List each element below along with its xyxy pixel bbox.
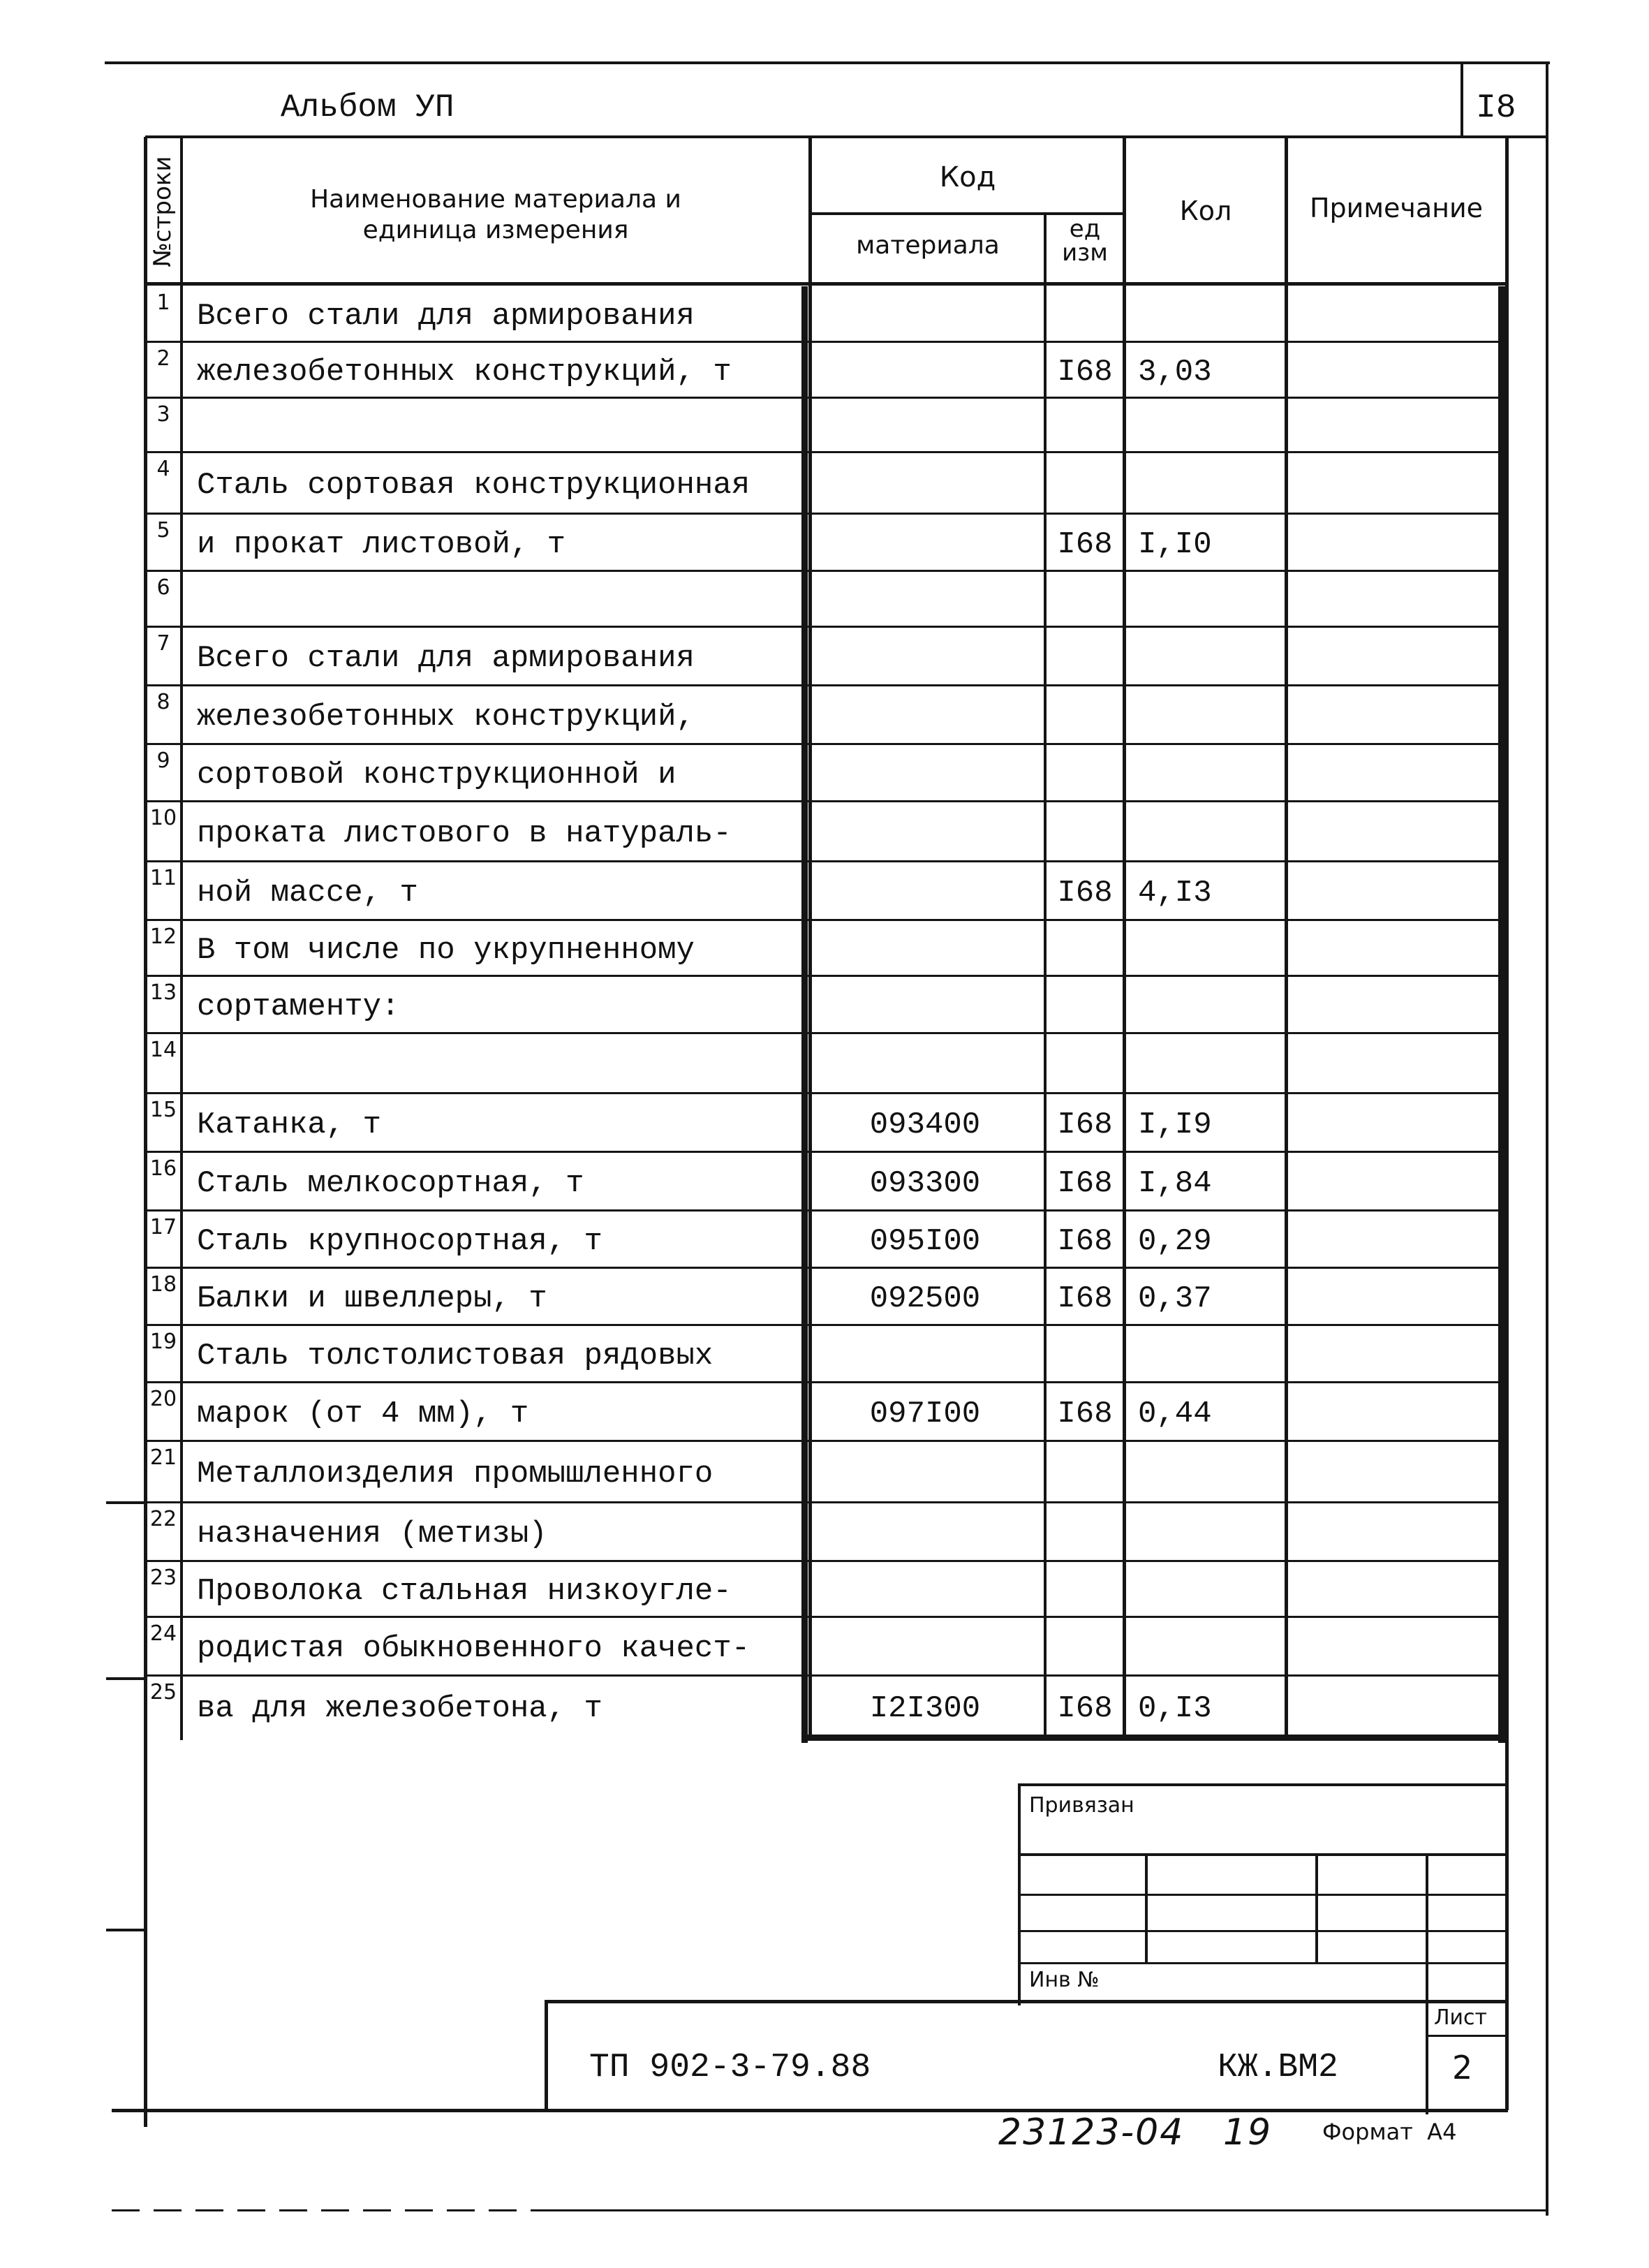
top-border-line	[105, 61, 1550, 64]
row-number: 13	[149, 980, 177, 1005]
unit-code-cell: I68	[1057, 1166, 1113, 1201]
album-title: Альбом УП	[281, 89, 454, 126]
header-bottom-line	[145, 135, 1548, 138]
right-border-line	[1546, 61, 1548, 2216]
material-name-cell: ной массе, т	[197, 876, 418, 911]
row-number: 1	[156, 290, 170, 315]
handwritten-number: 23123-04 19	[998, 2112, 1273, 2153]
row-number: 2	[156, 346, 170, 371]
row-divider	[145, 684, 1507, 686]
name-col-line	[808, 137, 812, 1740]
bottom-cut-line-dashed	[112, 2209, 531, 2211]
page-number: I8	[1476, 89, 1516, 127]
unit-col-left-line	[1044, 214, 1047, 1740]
material-name-cell: Сталь толстолистовая рядовых	[197, 1339, 713, 1374]
material-name-cell: железобетонных конструкций, т	[197, 355, 732, 390]
row-number: 11	[149, 866, 177, 890]
material-name-cell: родистая обыкновенного качест-	[197, 1631, 750, 1666]
sheet-number: 2	[1452, 2049, 1473, 2086]
unit-header-line1: ед	[1069, 215, 1101, 243]
material-name-cell: сортовой конструкционной и	[197, 758, 676, 793]
quantity-cell: 0,37	[1138, 1281, 1212, 1316]
row-divider	[145, 1324, 1507, 1326]
row-number: 4	[156, 457, 170, 481]
frame-left-line	[144, 137, 147, 2127]
material-name-cell: марок (от 4 мм), т	[197, 1397, 529, 1431]
material-name-cell: Сталь мелкосортная, т	[197, 1166, 584, 1201]
row-number: 20	[149, 1387, 177, 1411]
row-divider	[145, 975, 1507, 977]
row-number: 5	[156, 518, 170, 543]
stamp-grid-h3	[1018, 1962, 1507, 1964]
row-divider	[145, 800, 1507, 802]
row-number: 23	[149, 1566, 177, 1590]
quantity-cell: I,I9	[1138, 1107, 1212, 1142]
row-divider	[145, 1501, 1507, 1503]
row-number: 24	[149, 1621, 177, 1646]
unit-code-cell: I68	[1057, 1691, 1113, 1726]
row-number: 21	[149, 1445, 177, 1470]
quantity-cell: 0,29	[1138, 1224, 1212, 1259]
row-divider	[145, 397, 1507, 399]
stamp-grid-v2	[1315, 1855, 1318, 1964]
name-header-line2: единица измерения	[362, 216, 629, 244]
bottom-cut-line	[531, 2209, 1548, 2211]
material-name-cell: Балки и швеллеры, т	[197, 1281, 547, 1316]
paper-format-label: Формат А4	[1322, 2119, 1457, 2145]
material-name-cell: Металлоизделия промышленного	[197, 1457, 713, 1492]
material-code-cell: 093400	[869, 1107, 981, 1142]
body-thick-right	[1498, 286, 1505, 1743]
material-name-cell: и прокат листовой, т	[197, 527, 566, 562]
row-divider	[145, 513, 1507, 515]
row-number: 6	[156, 575, 170, 600]
sheet-label: Лист	[1434, 2005, 1488, 2030]
stamp-attached-top	[1018, 1783, 1507, 1786]
row-divider	[145, 1267, 1507, 1269]
row-number: 18	[149, 1272, 177, 1297]
quantity-cell: 4,I3	[1138, 876, 1212, 911]
title-block-left	[545, 2000, 548, 2112]
title-block-top	[546, 2000, 1507, 2003]
row-divider	[145, 860, 1507, 862]
row-number-header: №строки	[149, 156, 177, 267]
material-name-cell: сортаменту:	[197, 989, 400, 1024]
row-divider	[145, 919, 1507, 921]
body-thick-left	[801, 286, 808, 1743]
row-divider	[145, 1560, 1507, 1562]
quantity-cell: 3,03	[1138, 355, 1212, 390]
row-divider	[145, 1209, 1507, 1212]
row-divider	[145, 341, 1507, 343]
material-name-cell: Катанка, т	[197, 1107, 382, 1142]
row-number: 14	[149, 1038, 177, 1062]
row-divider	[145, 451, 1507, 453]
binding-mark-2	[106, 1677, 147, 1680]
material-code-cell: 095I00	[869, 1224, 981, 1259]
material-code-cell: I2I300	[869, 1691, 981, 1726]
row-number: 7	[156, 631, 170, 656]
row-number: 10	[149, 806, 177, 830]
unit-code-cell: I68	[1057, 876, 1113, 911]
row-divider	[145, 1381, 1507, 1383]
table-header-bottom-line	[145, 282, 1507, 286]
page-number-box-left	[1461, 63, 1463, 137]
material-name-cell: Проволока стальная низкоугле-	[197, 1574, 732, 1609]
row-divider	[145, 1151, 1507, 1153]
quantity-cell: 0,I3	[1138, 1691, 1212, 1726]
material-name-cell: Всего стали для армирования	[197, 299, 695, 334]
name-header-line1: Наименование материала и	[310, 185, 681, 214]
row-divider	[145, 1032, 1507, 1034]
unit-code-cell: I68	[1057, 1397, 1113, 1431]
material-name-cell: Всего стали для армирования	[197, 641, 695, 676]
quantity-header: Кол	[1179, 196, 1232, 226]
inventory-number-label: Инв №	[1029, 1968, 1100, 1992]
material-name-cell: железобетонных конструкций,	[197, 700, 695, 735]
row-divider	[145, 1440, 1507, 1442]
unit-code-cell: I68	[1057, 355, 1113, 390]
row-divider	[145, 1616, 1507, 1618]
document-mark: КЖ.ВМ2	[1218, 2049, 1338, 2086]
unit-col-right-line	[1123, 137, 1126, 1740]
qty-col-right-line	[1285, 137, 1288, 1740]
row-number: 25	[149, 1680, 177, 1704]
row-divider	[145, 743, 1507, 745]
unit-code-cell: I68	[1057, 1281, 1113, 1316]
row-number: 16	[149, 1156, 177, 1181]
material-code-cell: 093300	[869, 1166, 981, 1201]
row-divider	[145, 1674, 1507, 1677]
binding-mark-1	[106, 1501, 147, 1504]
row-number: 12	[149, 925, 177, 949]
document-code: ТП 902-3-79.88	[589, 2049, 871, 2086]
row-number: 19	[149, 1330, 177, 1354]
material-name-cell: ва для железобетона, т	[197, 1691, 602, 1726]
code-header: Код	[939, 161, 996, 193]
row-number: 3	[156, 402, 170, 427]
material-code-cell: 092500	[869, 1281, 981, 1316]
stamp-grid-v1	[1145, 1855, 1148, 1964]
stamp-attached-bottom	[1018, 1853, 1507, 1856]
material-name-cell: Сталь сортовая конструкционная	[197, 468, 750, 503]
material-name-cell: В том числе по укрупненному	[197, 933, 695, 968]
binding-mark-3	[106, 1929, 147, 1931]
row-number: 17	[149, 1215, 177, 1239]
material-name-cell: Сталь крупносортная, т	[197, 1224, 602, 1259]
frame-right-line	[1505, 137, 1509, 2110]
row-number: 22	[149, 1507, 177, 1531]
row-divider	[145, 570, 1507, 572]
unit-code-cell: I68	[1057, 1224, 1113, 1259]
quantity-cell: I,84	[1138, 1166, 1212, 1201]
row-divider	[145, 626, 1507, 628]
frame-bottom-line	[112, 2109, 1508, 2112]
unit-code-cell: I68	[1057, 1107, 1113, 1142]
quantity-cell: I,I0	[1138, 527, 1212, 562]
body-thick-bottom	[801, 1735, 1505, 1741]
row-number: 9	[156, 749, 170, 773]
stamp-grid-v3	[1426, 1855, 1428, 2114]
row-divider	[145, 1092, 1507, 1094]
stamp-grid-h1	[1018, 1894, 1507, 1896]
sheet-label-bottom	[1426, 2035, 1507, 2037]
material-code-header: материала	[856, 231, 1000, 260]
material-name-cell: проката листового в натураль-	[197, 816, 732, 851]
note-header: Примечание	[1309, 193, 1484, 223]
quantity-cell: 0,44	[1138, 1397, 1212, 1431]
material-code-cell: 097I00	[869, 1397, 981, 1431]
attached-label: Привязан	[1029, 1793, 1134, 1818]
unit-code-cell: I68	[1057, 527, 1113, 562]
row-number: 8	[156, 690, 170, 714]
row-number: 15	[149, 1098, 177, 1122]
material-name-cell: назначения (метизы)	[197, 1517, 547, 1552]
stamp-grid-h2	[1018, 1930, 1507, 1932]
unit-header-line2: изм	[1062, 239, 1108, 267]
